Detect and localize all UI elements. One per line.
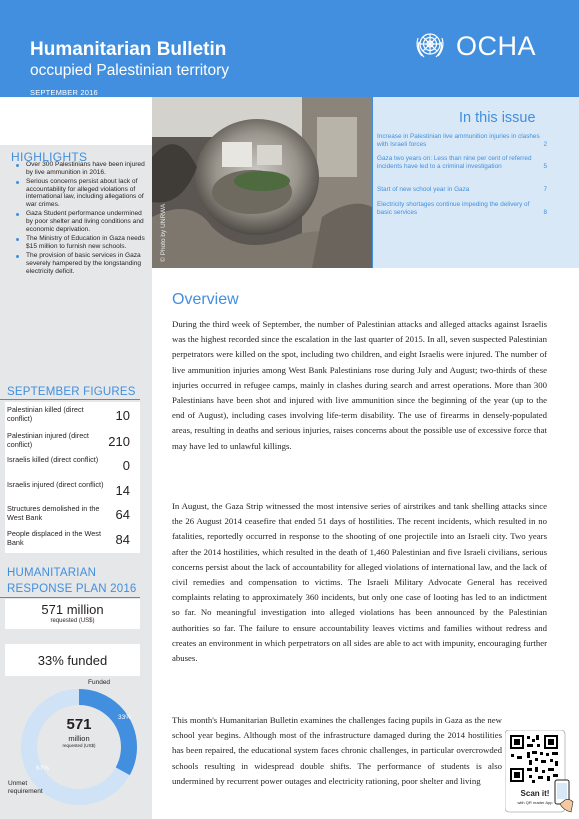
overview-paragraph: During the third week of September, the number of Palestinian attacks and alleged attacks against Israelis was the highest recorded since the escalation in the last quarter of 2015. In all, seven suspected Palestinian perpetrators were killed on the spot, including two children, and eight Israelis were injured. The number of live ammunition injuries among West Bank Palestinians rose during July and August; two-thirds of these injuries occurred in refugee camps, mainly in clashes during search and arrest operations. More than 300 Palestinians have been shot and injured with live ammunition since the beginning of the year (up to the end of August), including cases involving life-term disability. The use of firearms in densely-populated areas, resulting in deaths and serious injuries, raises concerns about the possible use of excessive force that may have led to unlawful killings. (172, 319, 547, 451)
figure-value: 0 (122, 458, 130, 473)
section-divider (0, 597, 140, 598)
figure-value: 64 (115, 507, 130, 522)
hrp-title-line2: RESPONSE PLAN 2016 (7, 583, 137, 595)
un-emblem-icon (412, 28, 448, 64)
toc-item-page: 2 (543, 141, 547, 149)
hrp-title-line1: HUMANITARIAN (7, 567, 97, 579)
toc-item[interactable] (377, 155, 545, 172)
toc-item-page: 7 (543, 186, 547, 193)
donut-amount: 571 (66, 716, 92, 733)
overview-heading: Overview (172, 291, 239, 308)
bulletin-header (0, 0, 579, 97)
in-this-issue-title: In this issue (459, 110, 536, 126)
toc-item-text: Increase in Palestinian live ammunition injuries in clashes with Israeli forces (377, 133, 540, 149)
hrp-amount-box (5, 599, 140, 629)
rubble-photo-illustration (152, 97, 372, 268)
highlight-item: The provision of basic services in Gaza severely hampered by the longstanding electricity deficit. (14, 252, 147, 275)
toc-item-page: 8 (543, 209, 547, 217)
hrp-amount-note: requested (US$) (50, 618, 95, 624)
figure-row (5, 477, 140, 504)
overview-paragraph: This month's Humanitarian Bulletin examines the challenges facing pupils in Gaza as the new school year begins. Although most of the infrastructure damaged during the 2014 hostilities has been repaired, the educational system faces chronic challenges, in particular overcrowded schools resulting in widespread double shifts. The performance of students is also undermined by recurrent power outages and electricity rationing, poor shelter and living (172, 715, 502, 786)
unmet-label-line2: requirement (8, 788, 43, 795)
highlights-title: HIGHLIGHTS (11, 150, 88, 164)
figure-label: Israelis killed (direct conflict) (7, 455, 99, 464)
highlight-item: The Ministry of Education in Gaza needs $15 million to furnish new schools. (14, 235, 147, 250)
figure-row (5, 402, 140, 429)
figure-row (5, 452, 140, 479)
highlights-list (14, 161, 147, 277)
figure-value: 14 (115, 483, 130, 498)
figure-label: Palestinian injured (direct conflict) (7, 431, 89, 449)
donut-unmet-pct: 67% (36, 765, 50, 772)
figure-label: Structures demolished in the West Bank (7, 504, 100, 522)
toc-item[interactable] (377, 186, 545, 194)
figure-row (5, 501, 140, 528)
toc-item-text: Start of new school year in Gaza (377, 186, 470, 193)
ocha-wordmark: OCHA (456, 31, 537, 61)
figure-row (5, 428, 140, 455)
funded-percent-label: 33% funded (37, 653, 108, 668)
toc-item-page: 5 (543, 163, 547, 171)
donut-note: requested (US$) (62, 743, 96, 748)
donut-funded-pct: 33% (117, 714, 131, 721)
unmet-label (8, 780, 43, 796)
funded-label: Funded (88, 679, 111, 686)
qr-scan-label: Scan it! (520, 789, 550, 798)
qr-scan-sublabel: with QR reader App (517, 800, 553, 805)
figure-label: Palestinian killed (direct conflict) (7, 405, 84, 423)
toc-item-text: Gaza two years on: Less than nine per cent of referred incidents have led to a criminal investigation (377, 155, 532, 171)
bulletin-title: Humanitarian Bulletin (30, 39, 227, 60)
overview-paragraph: In August, the Gaza Strip witnessed the most intensive series of airstrikes and tank shelling attacks since the 26 August 2014 ceasefire that ended 51 days of hostilities. The recent incidents, which resulted in no fatalities, reportedly occurred in response to the shooting of one projectile into an Israeli city. Two years after the 2014 hostilities, which resulted in the death of 1,460 Palestinian and five Israeli civilians, serious concerns persist about the lack of accountability for alleged violations of international law, and the lack of civil remedies and compensation to victims. The Israeli Military Advocate General has received complaints relating to approximately 360 incidents, but only one case of looting has led to an indictment so far. No meaningful investigation into alleged violations has been announced by the Palestinian authorities so far. The failure to ensure accountability leaves victims and families without redress and creates an environment in which perpetrators on all sides are able to act with impunity, encouraging further abuses. (172, 501, 547, 664)
september-figures-title: SEPTEMBER FIGURES (7, 386, 136, 398)
qr-code-block[interactable] (505, 730, 575, 815)
cover-photo (152, 97, 372, 268)
highlight-item: Gaza Student performance undermined by poor shelter and living conditions and economic deprivation. (14, 210, 147, 233)
funded-box (5, 644, 140, 676)
highlight-item: Serious concerns persist about lack of accountability for alleged violations of international law, including allegations of war crimes. (14, 178, 147, 209)
figure-value: 210 (108, 434, 130, 449)
bulletin-subtitle: occupied Palestinian territory (30, 62, 230, 79)
donut-unit: million (68, 734, 90, 743)
toc-item-text: Electricity shortages continue impeding the delivery of basic services (377, 201, 530, 217)
highlight-item: Over 300 Palestinians have been injured by live ammunition in 2016. (14, 161, 147, 176)
figure-label: Israelis injured (direct conflict) (7, 480, 104, 489)
bulletin-date: SEPTEMBER 2016 (30, 88, 98, 97)
toc-item[interactable] (377, 201, 545, 218)
unmet-label-line1: Unmet (8, 780, 28, 787)
figure-value: 10 (115, 408, 130, 423)
photo-credit: © Photo by UNRWA (160, 203, 167, 262)
figure-row (5, 526, 140, 553)
figure-label: People displaced in the West Bank (7, 529, 101, 547)
toc-item[interactable] (377, 133, 545, 150)
section-divider (0, 399, 140, 400)
qr-code-icon (505, 730, 575, 815)
in-this-issue-panel (372, 97, 579, 268)
hrp-amount: 571 million (41, 602, 104, 617)
figure-value: 84 (115, 532, 130, 547)
ocha-logo (412, 28, 552, 64)
